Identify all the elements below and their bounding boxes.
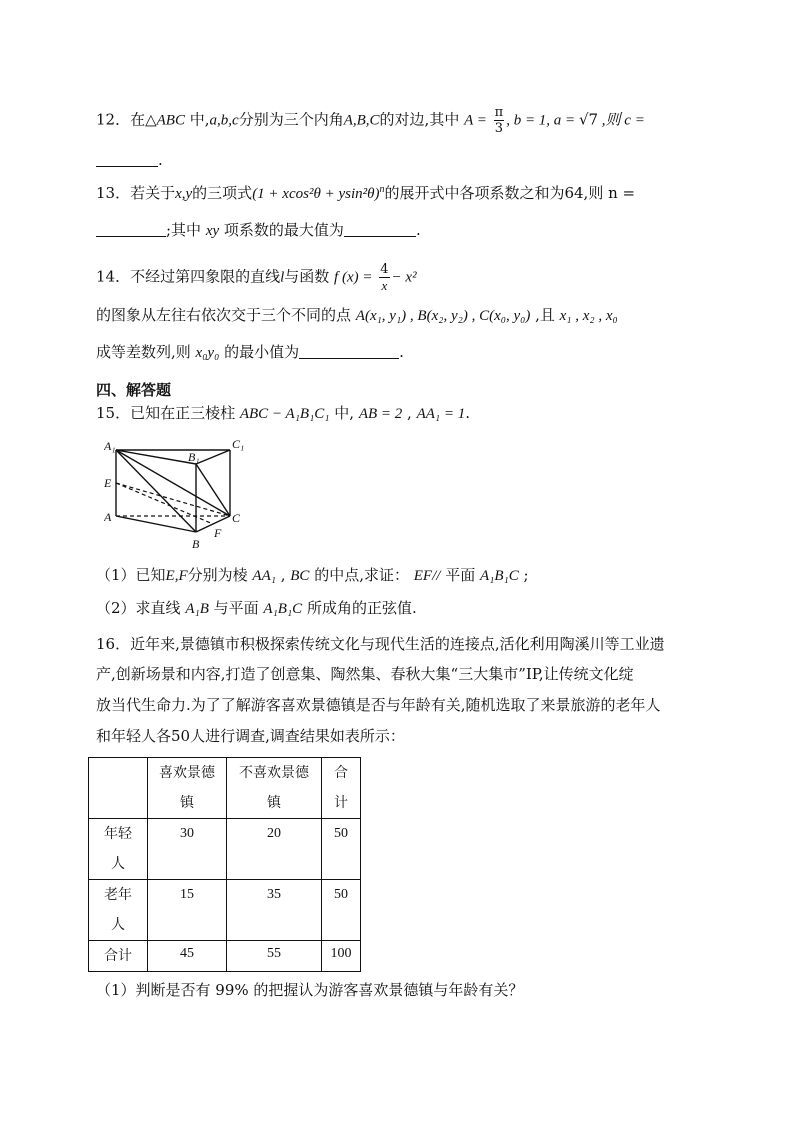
prism-figure (104, 436, 268, 556)
q13-line2: ;其中 xy 项系数的最大值为 . (96, 220, 421, 241)
row-label: 合计 (89, 941, 148, 972)
table-cell: 30 (148, 819, 227, 880)
survey-table (88, 757, 361, 972)
table-cell: 45 (148, 941, 227, 972)
q15-stem: 15．已知在正三棱柱 ABC − A₁B₁C₁ 中, AB = 2 , AA₁ = 1. (96, 404, 471, 422)
header-cell-empty (89, 758, 148, 819)
q14-line2: 的图象从左往右依次交于三个不同的点 A(x₁, y₁) , B(x₂, y₂) , C(x₀, y₀) ,且 x₁ , x₂ , x₀ (96, 306, 618, 324)
q12-line2: . (96, 150, 163, 170)
q16-part1: （1）判断是否有 99% 的把握认为游客喜欢景德镇与年龄有关？ (96, 981, 524, 999)
q15-part1: （1）已知E,F分别为棱 AA₁ , BC 的中点,求证： EF// 平面 A₁B₁C ; (96, 566, 529, 584)
row-label: 老年 人 (89, 880, 148, 941)
q13-line1: 13．若关于x,y的三项式$(1 + xcos^2\theta + ysin^2\theta)^n$的展开式中各项系数之和为64,则 n = (96, 184, 636, 202)
label-F: F (214, 526, 222, 540)
section-heading: 四、解答题 (96, 381, 172, 399)
label-A: A (104, 510, 112, 524)
q13-answer-blank-2[interactable] (344, 222, 416, 237)
table-row (89, 941, 361, 972)
table-cell: 35 (227, 880, 322, 941)
table-row (89, 819, 361, 880)
header-cell-dislike: 不喜欢景德 镇 (227, 758, 322, 819)
row-label: 年轻 人 (89, 819, 148, 880)
q14-answer-blank[interactable] (299, 344, 399, 359)
table-cell: 50 (322, 819, 361, 880)
four-over-x-fraction: $\frac{4}{x}$ (380, 262, 389, 293)
q12-answer-blank[interactable] (96, 152, 158, 167)
label-B: B (192, 537, 200, 551)
label-E: E (104, 476, 112, 490)
label-C1: C₁ (232, 437, 245, 451)
q16-line3: 放当代生命力.为了了解游客喜欢景德镇是否与年龄有关,随机选取了来景旅游的老年人 (96, 696, 661, 714)
label-B1: B₁ (188, 450, 200, 464)
table-cell: 55 (227, 941, 322, 972)
q14-line3: 成等差数列,则 x₀y₀ 的最小值为 . (96, 343, 404, 361)
header-cell-total: 合 计 (322, 758, 361, 819)
pi-over-3-fraction: $\frac{\pi}{3}$ (494, 105, 504, 136)
table-row (89, 880, 361, 941)
q16-line4: 和年轻人各50人进行调查,调查结果如表所示： (96, 727, 405, 745)
header-cell-like: 喜欢景德 镇 (148, 758, 227, 819)
q12-line1: 12．在△ABC 中,a,b,c分别为三个内角A,B,C的对边,其中 A = $\frac{\pi}{3}$ , b = 1, a = √7 ,则 c = (96, 105, 645, 136)
table-header-row (89, 758, 361, 819)
table-cell: 15 (148, 880, 227, 941)
q14-line1: 14．不经过第四象限的直线l与函数 f (x) = $\frac{4}{x}$ − x² (96, 262, 417, 293)
label-C: C (232, 511, 241, 525)
table-cell: 20 (227, 819, 322, 880)
table-cell: 100 (322, 941, 361, 972)
label-A1: A₁ (104, 439, 116, 453)
q16-line2: 产,创新场景和内容,打造了创意集、陶然集、春秋大集“三大集市”IP,让传统文化绽 (96, 665, 634, 683)
q13-answer-blank-1[interactable] (96, 222, 166, 237)
q15-part2: （2）求直线 A₁B 与平面 A₁B₁C 所成角的正弦值. (96, 599, 417, 617)
q16-line1: 16．近年来,景德镇市积极探索传统文化与现代生活的连接点,活化利用陶溪川等工业遗 (96, 635, 665, 653)
table-cell: 50 (322, 880, 361, 941)
